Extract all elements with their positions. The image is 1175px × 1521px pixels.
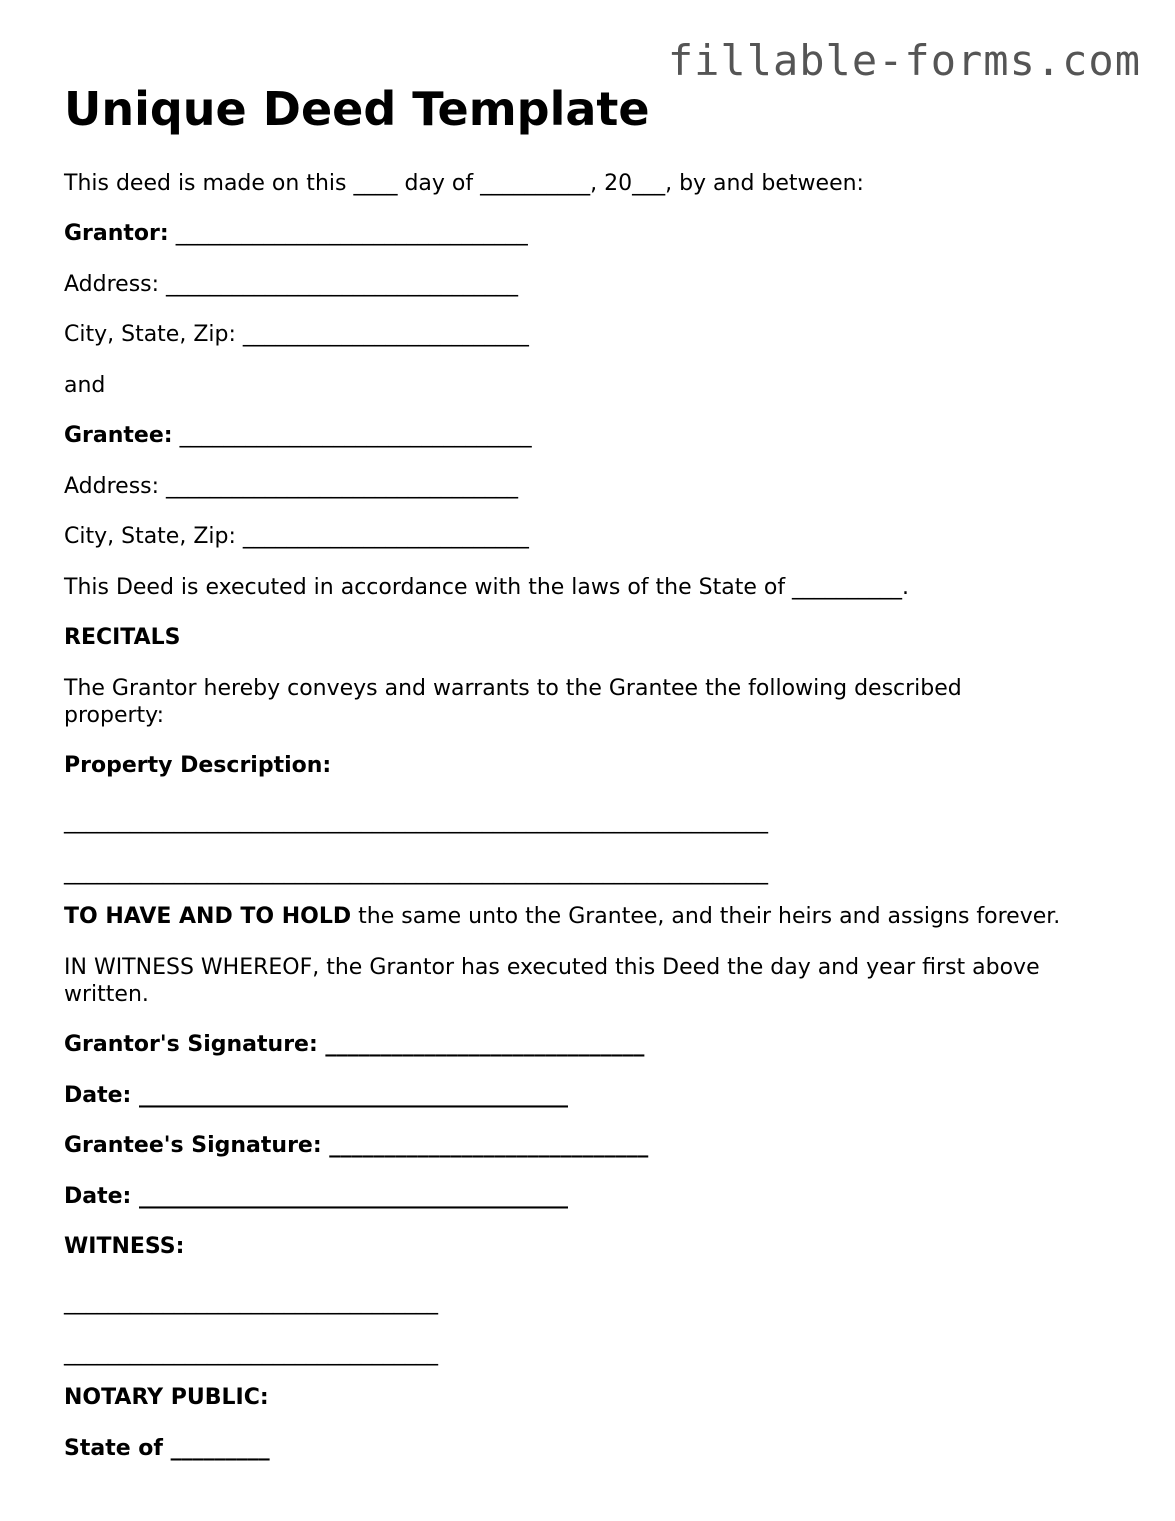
habendum-rest: the same unto the Grantee, and their heirs and assigns forever. (351, 904, 1061, 929)
page-title: Unique Deed Template (64, 82, 650, 136)
grantor-city-field[interactable]: City, State, Zip: __________________________ (64, 322, 529, 347)
and-text: and (64, 373, 106, 398)
witness-line-2[interactable]: __________________________________ (64, 1341, 438, 1366)
grantee-date-field[interactable]: Date: _______________________________________ (64, 1184, 569, 1209)
notary-heading: NOTARY PUBLIC: (64, 1385, 269, 1410)
grantee-line (64, 422, 532, 449)
grantee-label: Grantee: (64, 423, 173, 448)
property-description-line-1[interactable]: ________________________________________________________________ (64, 809, 768, 834)
grantee-city-field[interactable]: City, State, Zip: __________________________ (64, 524, 529, 549)
habendum-bold: TO HAVE AND TO HOLD (64, 904, 352, 929)
property-description-label: Property Description: (64, 753, 332, 778)
grantor-date-field[interactable]: Date: _______________________________________ (64, 1083, 569, 1108)
witness-clause: IN WITNESS WHEREOF, the Grantor has executed this Deed the day and year first above written. (64, 955, 1040, 1007)
grantor-line (64, 220, 528, 247)
habendum-clause (64, 903, 1060, 930)
recitals-heading: RECITALS (64, 625, 181, 650)
grantor-address-field[interactable]: Address: ________________________________ (64, 272, 519, 297)
law-clause: This Deed is executed in accordance with the laws of the State of __________. (64, 575, 910, 600)
intro-line: This deed is made on this ____ day of __________, 20___, by and between: (64, 171, 864, 196)
witness-line-1[interactable]: __________________________________ (64, 1290, 438, 1315)
grantee-name-field[interactable]: ________________________________ (179, 423, 532, 448)
grantor-name-field[interactable]: ________________________________ (175, 221, 528, 246)
watermark: fillable-forms.com (667, 36, 1141, 85)
grantee-address-field[interactable]: Address: ________________________________ (64, 474, 519, 499)
witness-heading: WITNESS: (64, 1234, 185, 1259)
grantor-signature-field[interactable]: Grantor's Signature: _____________________________ (64, 1032, 645, 1057)
grantor-label: Grantor: (64, 221, 169, 246)
grantee-signature-field[interactable]: Grantee's Signature: _____________________________ (64, 1133, 649, 1158)
notary-state-field[interactable]: State of _________ (64, 1436, 270, 1461)
property-description-line-2[interactable]: ________________________________________________________________ (64, 860, 768, 885)
recitals-text: The Grantor hereby conveys and warrants to the Grantee the following described property: (64, 676, 962, 728)
